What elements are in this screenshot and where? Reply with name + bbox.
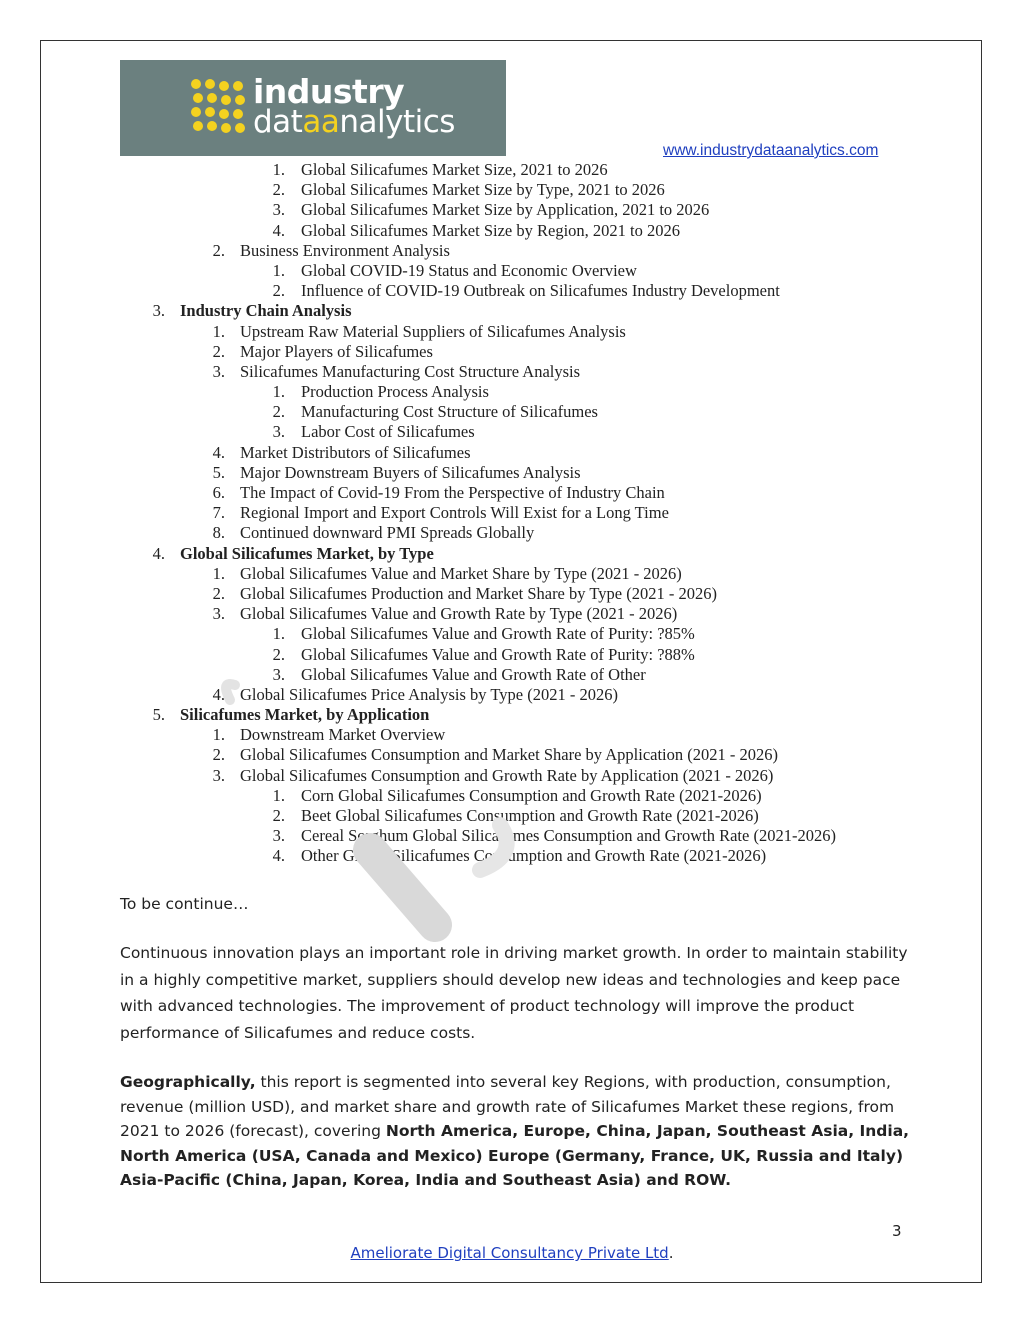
toc-item-number: 1.: [212, 321, 225, 341]
toc-item-text: Silicafumes Market, by Application: [180, 705, 430, 725]
logo-text-dataanalytics: [253, 104, 455, 140]
toc-item: [0, 301, 1024, 321]
toc-item-text: Global Silicafumes Value and Growth Rate of Purity: ?88%: [301, 644, 695, 664]
toc-item-text: Labor Cost of Silicafumes: [301, 422, 475, 442]
geography-regions: North America, Europe, China, Japan, Southeast Asia, India, North America (USA, Canada and Mexico) Europe (Germany, France, UK, Russia and Italy) Asia-Pacific (China, Japan, Korea, India and Southeast Asia) and ROW.: [120, 1122, 910, 1189]
toc-item-text: Silicafumes Manufacturing Cost Structure Analysis: [240, 361, 581, 381]
toc-item-number: 5.: [152, 705, 165, 725]
toc-item-number: 2.: [272, 281, 285, 301]
toc-item-text: Global Silicafumes Value and Market Share by Type (2021 - 2026): [240, 563, 682, 583]
toc-item: [0, 806, 1024, 826]
toc-item-text: Global COVID-19 Status and Economic Overview: [301, 260, 637, 280]
toc-item-text: Other Global Silicafumes Consumption and Growth Rate (2021-2026): [301, 846, 767, 866]
to-be-continued-text: To be continue…: [120, 895, 249, 913]
toc-item-number: 2.: [212, 745, 225, 765]
toc-item-text: Global Silicafumes Price Analysis by Type (2021 - 2026): [240, 684, 618, 704]
toc-item-text: Global Silicafumes Market Size, 2021 to 2026: [301, 160, 608, 179]
toc-item: [0, 281, 1024, 301]
toc-item: [0, 362, 1024, 382]
toc-item-text: Corn Global Silicafumes Consumption and Growth Rate (2021-2026): [301, 785, 762, 805]
toc-item-text: Major Players of Silicafumes: [240, 341, 433, 361]
toc-item-text: Beet Global Silicafumes Consumption and Growth Rate (2021-2026): [301, 806, 759, 825]
company-link[interactable]: Ameliorate Digital Consultancy Private Ltd: [350, 1244, 669, 1262]
logo-text-industry: industry: [253, 72, 405, 111]
toc-item: [0, 725, 1024, 745]
toc-item-number: 1.: [272, 160, 285, 179]
toc-item-number: 4.: [152, 543, 165, 563]
toc-item: [0, 503, 1024, 523]
toc-item: [0, 624, 1024, 644]
toc-item-number: 6.: [212, 483, 225, 502]
toc-item-number: 4.: [272, 846, 285, 866]
toc-item-number: 3.: [272, 422, 285, 442]
toc-item-text: Global Silicafumes Market Size by Application, 2021 to 2026: [301, 200, 710, 220]
toc-item: [0, 342, 1024, 362]
toc-item-text: Global Silicafumes Market, by Type: [180, 543, 434, 563]
toc-item-number: 2.: [212, 240, 225, 260]
toc-item-text: Regional Import and Export Controls Will Exist for a Long Time: [240, 503, 669, 523]
toc-item-text: Downstream Market Overview: [240, 725, 446, 745]
toc-item: [0, 846, 1024, 866]
toc-item: [0, 705, 1024, 725]
toc-item-text: Major Downstream Buyers of Silicafumes Analysis: [240, 462, 581, 482]
toc-item: [0, 463, 1024, 483]
toc-item-number: 3.: [152, 301, 165, 321]
toc-item-number: 2.: [212, 583, 225, 603]
toc-item: [0, 745, 1024, 765]
toc-item-number: 8.: [212, 523, 225, 543]
toc-item-text: Business Environment Analysis: [240, 240, 450, 260]
page-number: 3: [892, 1222, 902, 1240]
toc-item: [0, 200, 1024, 220]
toc-item: [0, 665, 1024, 685]
toc-item-text: Global Silicafumes Consumption and Market Share by Application (2021 - 2026): [240, 745, 778, 765]
toc-item: [0, 645, 1024, 665]
toc-item: [0, 322, 1024, 342]
toc-item-text: Global Silicafumes Production and Market Share by Type (2021 - 2026): [240, 583, 717, 603]
toc-item-text: Industry Chain Analysis: [180, 301, 352, 321]
toc-item: [0, 241, 1024, 261]
toc-item-number: 3.: [272, 826, 285, 846]
toc-item: [0, 180, 1024, 200]
toc-item: [0, 544, 1024, 564]
toc-item-number: 3.: [212, 361, 225, 381]
toc-item-number: 2.: [272, 180, 285, 200]
toc-item-text: Global Silicafumes Market Size by Type, 2021 to 2026: [301, 180, 665, 200]
toc-item-text: Market Distributors of Silicafumes: [240, 442, 471, 462]
geography-paragraph: [120, 1070, 920, 1193]
toc-item-text: Production Process Analysis: [301, 382, 489, 402]
toc-item-text: Global Silicafumes Market Size by Region, 2021 to 2026: [301, 220, 680, 240]
toc-item-text: The Impact of Covid-19 From the Perspective of Industry Chain: [240, 483, 665, 502]
toc-item: [0, 685, 1024, 705]
toc-item: [0, 261, 1024, 281]
toc-item-text: Global Silicafumes Value and Growth Rate of Purity: ?85%: [301, 624, 695, 644]
toc-item-number: 3.: [272, 664, 285, 684]
geography-lead: Geographically,: [120, 1073, 256, 1091]
toc-item-number: 1.: [212, 563, 225, 583]
website-link[interactable]: www.industrydataanalytics.com: [663, 142, 879, 159]
toc-item-text: Manufacturing Cost Structure of Silicafumes: [301, 402, 598, 422]
toc-item-number: 2.: [272, 644, 285, 664]
toc-item: [0, 382, 1024, 402]
toc-item-text: Influence of COVID-19 Outbreak on Silicafumes Industry Development: [301, 281, 780, 301]
toc-item: [0, 443, 1024, 463]
toc-item: [0, 826, 1024, 846]
toc-item: [0, 604, 1024, 624]
toc-item: [0, 584, 1024, 604]
toc-item-number: 4.: [272, 220, 285, 240]
toc-item-number: 7.: [212, 503, 225, 523]
logo-dots-icon: [190, 78, 246, 134]
toc-item-number: 1.: [212, 725, 225, 745]
toc-item-number: 1.: [272, 382, 285, 402]
footer: [0, 1244, 1024, 1262]
toc-item: [0, 786, 1024, 806]
toc-item-number: 1.: [272, 260, 285, 280]
toc-item-text: Cereal Sorghum Global Silicafumes Consumption and Growth Rate (2021-2026): [301, 826, 836, 846]
innovation-paragraph: Continuous innovation plays an important role in driving market growth. In order to maintain stability in a highly competitive market, suppliers should develop new ideas and technologies and keep pace with advanced technologies. The improvement of product technology will improve the product performance of Silicafumes and reduce costs.: [120, 944, 908, 1042]
toc-item-number: 4.: [212, 684, 225, 704]
toc-item: [0, 564, 1024, 584]
footer-suffix: .: [668, 1244, 674, 1262]
toc-item-number: 2.: [272, 402, 285, 422]
toc-item: [0, 523, 1024, 543]
toc-item: [0, 483, 1024, 503]
logo-text-part: nalytics: [339, 104, 455, 140]
toc-item-text: Continued downward PMI Spreads Globally: [240, 523, 535, 543]
toc-item-number: 2.: [212, 341, 225, 361]
toc-item: [0, 766, 1024, 786]
toc-item-number: 4.: [212, 442, 225, 462]
toc-item-number: 3.: [212, 604, 225, 624]
toc-item-number: 2.: [272, 806, 285, 825]
logo-text-part: dat: [253, 104, 303, 140]
toc-item-number: 3.: [212, 765, 225, 785]
table-of-contents: [0, 160, 1024, 867]
company-logo: [120, 60, 506, 156]
toc-item: [0, 402, 1024, 422]
toc-item-text: Global Silicafumes Value and Growth Rate by Type (2021 - 2026): [240, 604, 678, 624]
geography-text: this report is segmented into several key Regions, with production, consumption, revenue (million USD), and market share and growth rate of Silicafumes Market these regions, from 2021 to 2026 (forecast), covering: [120, 1073, 895, 1140]
toc-item-text: Upstream Raw Material Suppliers of Silicafumes Analysis: [240, 321, 626, 341]
toc-item-number: 1.: [272, 624, 285, 644]
toc-item-text: Global Silicafumes Consumption and Growth Rate by Application (2021 - 2026): [240, 765, 774, 785]
toc-item-number: 3.: [272, 200, 285, 220]
toc-item: [0, 221, 1024, 241]
toc-item-number: 1.: [272, 785, 285, 805]
logo-text-accent: aa: [302, 104, 340, 140]
toc-item: [0, 422, 1024, 442]
toc-item-text: Global Silicafumes Value and Growth Rate of Other: [301, 664, 646, 684]
toc-item: [0, 160, 1024, 180]
toc-item-number: 5.: [212, 462, 225, 482]
